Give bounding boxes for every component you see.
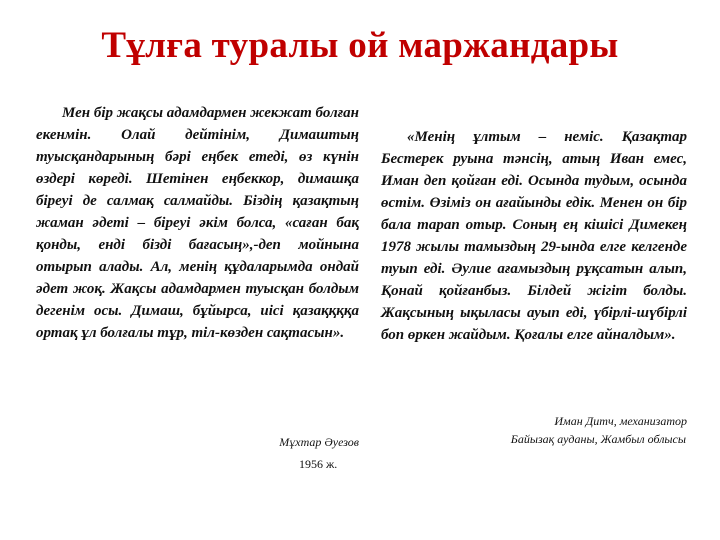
slide-title: Тұлға туралы ой маржандары <box>101 25 619 66</box>
left-quote-author: Мұхтар Әуезов <box>279 435 359 449</box>
left-quote-text: Мен бір жақсы адамдармен жекжат болған екенмін. Олай дейтінім, Димаштың туысқандарының бәрі еңбек етеді, өз күнін өздері көреді. Шетінен еңбеккор, димашқа біреуі де салмақ салмайды. Біздің қазақтың жаман әдеті – біреуі әкім болса, «саған бақ қонды, енді бізді бағасың»,-деп мойнына отырып алады. Ал, менің құдаларымда ондай әдет жоқ. Жақсы адамдармен туысқан болдым дегенім осы. Димаш, бұйырса, иісі қазаққққа ортақ ұл болғалы тұр, тіл-көзден сақтасын». <box>36 105 360 341</box>
left-quote-column <box>36 102 359 344</box>
right-quote-column <box>381 126 687 346</box>
right-quote-place: Байызақ ауданы, Жамбыл облысы <box>510 432 686 446</box>
left-quote-year: 1956 ж. <box>299 457 338 471</box>
right-quote-text: «Менің ұлтым – неміс. Қазақтар Бестерек руына тәнсің, атың Иван емес, Иман деп қойған еді. Осында тудым, осында өстім. Өзіміз он ағайынды едік. Менен он бір бала тарап отыр. Соның ең кішісі Димекең 1978 жылы тамыздың 29-ында елге келгенде туып еді. Әулие ағамыздың рұқсатын алып, Қонай қойғанбыз. Білдей жігіт болды. Жақсының ықыласы ауып еді, үбірлі-шүбірлі боп өркен жайдым. Қоғалы елге айналдым». <box>381 129 687 343</box>
right-quote-author: Иман Дитч, механизатор <box>554 414 687 428</box>
